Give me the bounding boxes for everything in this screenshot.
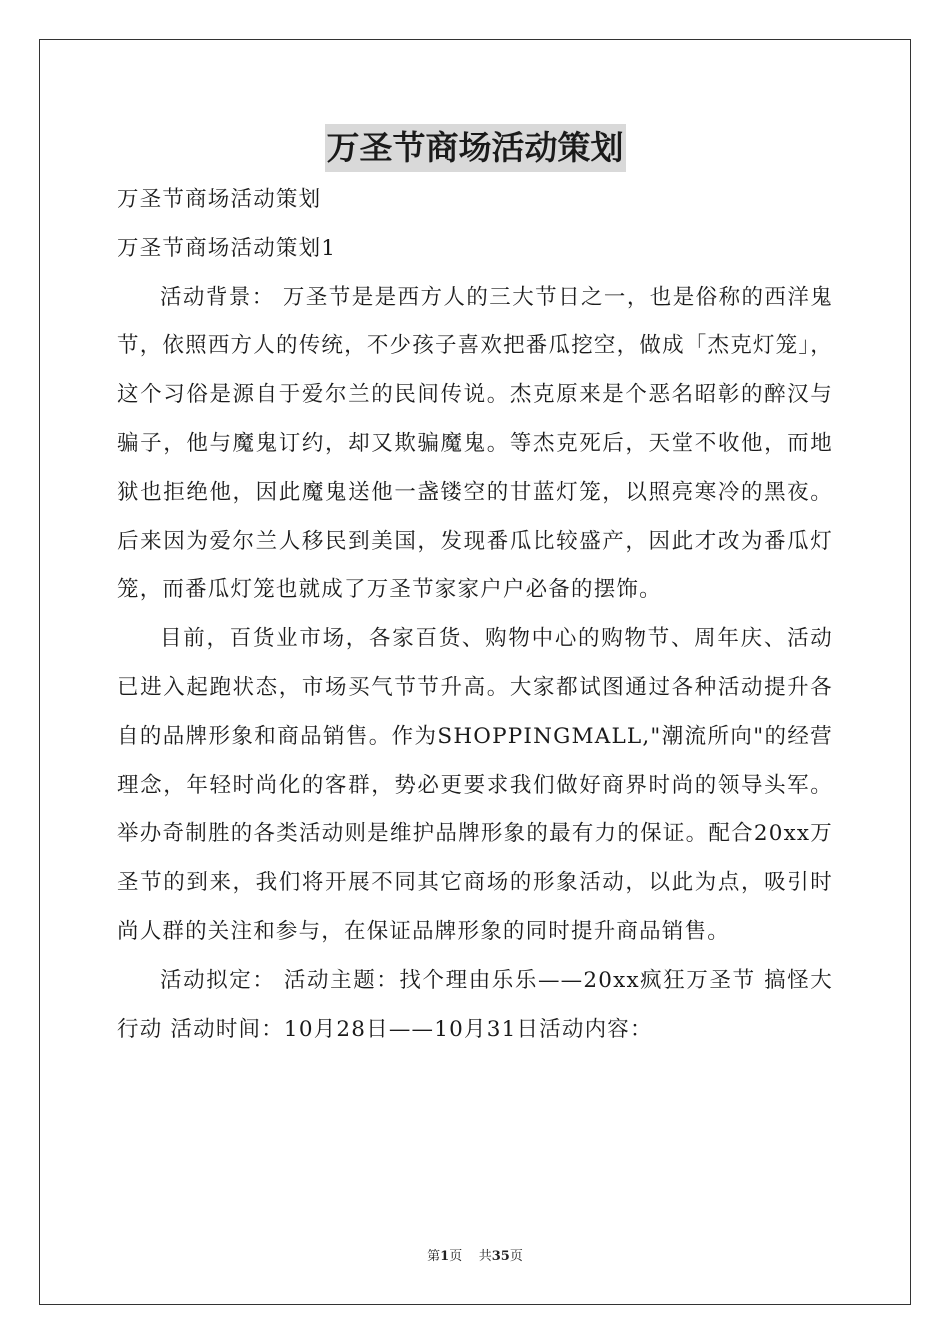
- document-body: [117, 176, 833, 1054]
- page-footer: [0, 1248, 950, 1266]
- total-suffix: 页: [509, 1249, 523, 1264]
- paragraph-plan: 活动拟定： 活动主题：找个理由乐乐——20xx疯狂万圣节 搞怪大行动 活动时间：10月28日——10月31日活动内容：: [117, 967, 833, 1042]
- paragraph-background: 活动背景： 万圣节是是西方人的三大节日之一，也是俗称的西洋鬼节，依照西方人的传统，不少孩子喜欢把番瓜挖空，做成「杰克灯笼」，这个习俗是源自于爱尔兰的民间传说。杰克原来是个恶名昭彰的醉汉与骗子，他与魔鬼订约，却又欺骗魔鬼。等杰克死后，天堂不收他，而地狱也拒绝他，因此魔鬼送他一盏镂空的甘蓝灯笼，以照亮寒冷的黑夜。后来因为爱尔兰人移民到美国，发现番瓜比较盛产，因此才改为番瓜灯笼，而番瓜灯笼也就成了万圣节家家户户必备的摆饰。: [117, 284, 833, 603]
- page-prefix: 第: [427, 1249, 441, 1264]
- page-suffix: 页: [449, 1249, 463, 1264]
- title-container: [0, 124, 950, 172]
- paragraph-market: 目前，百货业市场，各家百货、购物中心的购物节、周年庆、活动已进入起跑状态，市场买气节节升高。大家都试图通过各种活动提升各自的品牌形象和商品销售。作为SHOPPINGMALL,"潮流所向"的经营理念，年轻时尚化的客群，势必更要求我们做好商界时尚的领导头军。举办奇制胜的各类活动则是维护品牌形象的最有力的保证。配合20xx万圣节的到来，我们将开展不同其它商场的形象活动，以此为点，吸引时尚人群的关注和参与，在保证品牌形象的同时提升商品销售。: [117, 626, 833, 944]
- total-pages: 35: [491, 1249, 510, 1264]
- total-prefix: 共: [478, 1249, 492, 1264]
- document-subtitle: 万圣节商场活动策划: [117, 187, 322, 212]
- page-number: 1: [440, 1249, 450, 1264]
- document-title: 万圣节商场活动策划: [325, 124, 626, 172]
- section-heading: 万圣节商场活动策划1: [117, 235, 337, 261]
